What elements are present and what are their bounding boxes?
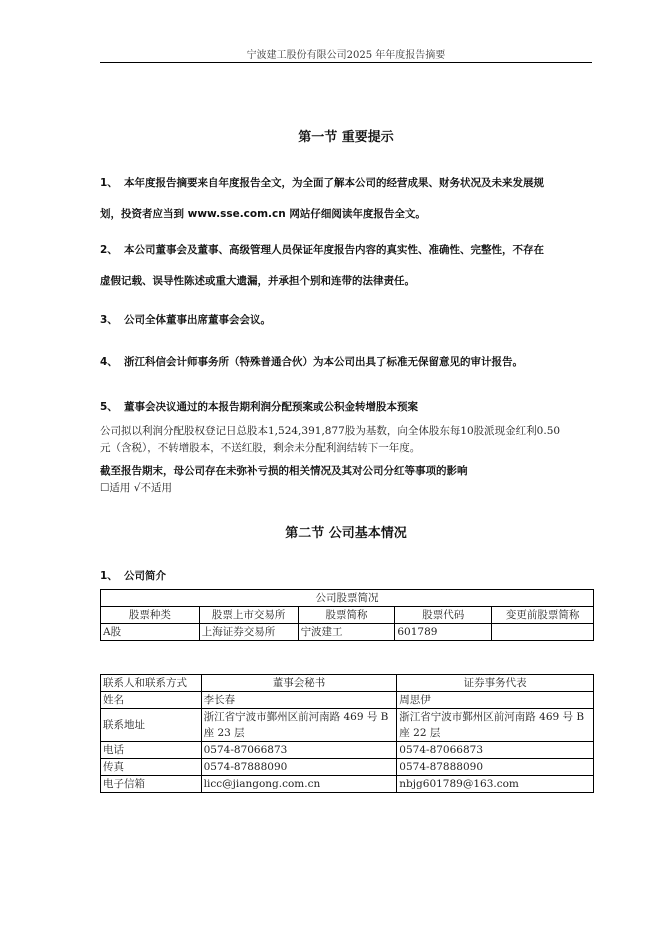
table-row xyxy=(101,709,594,742)
table-header: 股票种类 xyxy=(101,607,200,624)
profit-text-line: 公司拟以利润分配股权登记日总股本1,524,391,877股为基数，向全体股东每10股派现金红利0.50 xyxy=(100,425,561,437)
subsection-1 xyxy=(100,561,592,592)
table-header: 联系人和联系方式 xyxy=(101,675,202,692)
stock-table-caption: 公司股票简况 xyxy=(101,590,594,607)
notice-item-2 xyxy=(100,235,592,297)
stock-table xyxy=(100,589,594,641)
table-header: 股票上市交易所 xyxy=(199,607,298,624)
notice-number: 4、 xyxy=(100,356,118,368)
table-cell: 0574-87066873 xyxy=(201,742,397,759)
notice-number: 1、 xyxy=(100,177,118,189)
notice-text: 董事会决议通过的本报告期利润分配预案或公积金转增股本预案 xyxy=(124,401,418,413)
profit-text-line: 元（含税），不转增股本，不送红股，剩余未分配利润结转下一年度。 xyxy=(100,442,421,454)
notice-text: 本公司董事会及董事、高级管理人员保证年度报告内容的真实性、准确性、完整性，不存在 xyxy=(124,244,544,256)
table-row xyxy=(101,590,594,607)
table-cell: 电话 xyxy=(101,742,202,759)
notice-item-5 xyxy=(100,392,592,423)
table-cell: 0574-87066873 xyxy=(397,742,594,759)
table-row xyxy=(101,675,594,692)
table-row xyxy=(101,624,594,641)
table-cell: 0574-87888090 xyxy=(397,759,594,776)
page-header: 宁波建工股份有限公司2025 年年度报告摘要 xyxy=(246,50,446,61)
contact-table xyxy=(100,674,594,793)
table-cell: 姓名 xyxy=(101,692,202,709)
table-cell: 0574-87888090 xyxy=(201,759,397,776)
table-cell: 传真 xyxy=(101,759,202,776)
notice-number: 3、 xyxy=(100,314,118,326)
table-row xyxy=(101,759,594,776)
notice-item-1 xyxy=(100,168,592,230)
table-cell xyxy=(492,624,594,641)
notice-text: 浙江科信会计师事务所（特殊普通合伙）为本公司出具了标准无保留意见的审计报告。 xyxy=(124,356,523,368)
table-cell: licc@jiangong.com.cn xyxy=(201,776,397,793)
table-cell: nbjg601789@163.com xyxy=(397,776,594,793)
table-cell: 601789 xyxy=(395,624,492,641)
table-row xyxy=(101,742,594,759)
notice-text-cont: 虚假记载、误导性陈述或重大遗漏，并承担个别和连带的法律责任。 xyxy=(100,275,415,287)
notice-text: 本年度报告摘要来自年度报告全文，为全面了解本公司的经营成果、财务状况及未来发展规 xyxy=(124,177,544,189)
table-row xyxy=(101,776,594,793)
table-cell: 李长春 xyxy=(201,692,397,709)
subsection-number: 1、 xyxy=(100,570,118,582)
table-header: 股票简称 xyxy=(298,607,395,624)
table-header: 董事会秘书 xyxy=(201,675,397,692)
table-cell: 浙江省宁波市鄞州区前河南路 469 号 B 座 22 层 xyxy=(397,709,594,742)
table-cell: 上海证券交易所 xyxy=(199,624,298,641)
notice-number: 2、 xyxy=(100,244,118,256)
notice-item-4 xyxy=(100,347,592,378)
table-header: 变更前股票简称 xyxy=(492,607,594,624)
table-cell: 宁波建工 xyxy=(298,624,395,641)
section-2-title: 第二节 公司基本情况 xyxy=(285,526,407,541)
section-1-title: 第一节 重要提示 xyxy=(298,130,394,145)
table-cell: A股 xyxy=(101,624,200,641)
table-header: 股票代码 xyxy=(395,607,492,624)
header-rule xyxy=(100,62,592,63)
notice-text-cont: 划，投资者应当到 www.sse.com.cn 网站仔细阅读年度报告全文。 xyxy=(100,208,426,220)
table-row xyxy=(101,692,594,709)
subsection-label: 公司简介 xyxy=(124,570,166,582)
table-cell: 浙江省宁波市鄞州区前河南路 469 号 B 座 23 层 xyxy=(201,709,397,742)
loss-heading: 截至报告期末，母公司存在未弥补亏损的相关情况及其对公司分红等事项的影响 xyxy=(100,465,468,477)
profit-distribution-text xyxy=(100,423,592,457)
applicability-checkbox: ☐适用 √不适用 xyxy=(100,482,172,494)
notice-item-3 xyxy=(100,305,592,336)
notice-text: 公司全体董事出席董事会会议。 xyxy=(124,314,271,326)
table-row xyxy=(101,607,594,624)
notice-number: 5、 xyxy=(100,401,118,413)
table-cell: 联系地址 xyxy=(101,709,202,742)
table-cell: 周思伊 xyxy=(397,692,594,709)
table-header: 证券事务代表 xyxy=(397,675,594,692)
table-cell: 电子信箱 xyxy=(101,776,202,793)
